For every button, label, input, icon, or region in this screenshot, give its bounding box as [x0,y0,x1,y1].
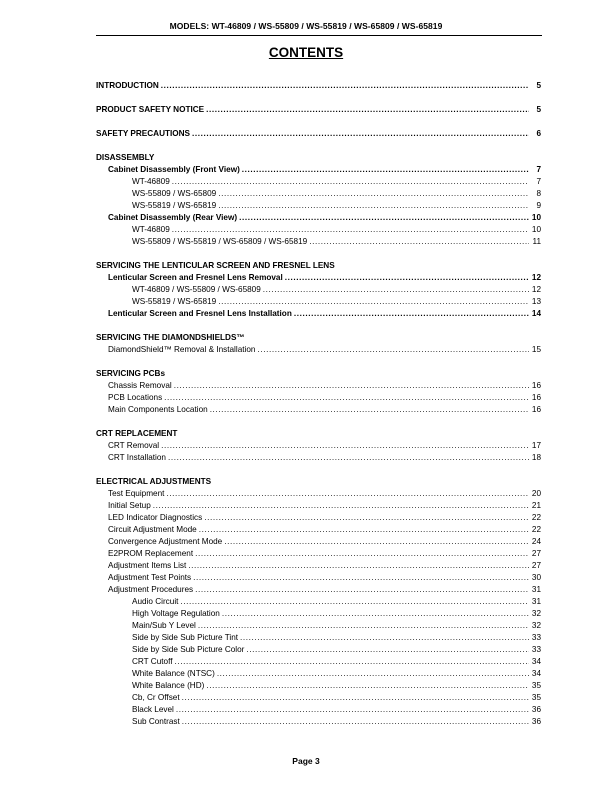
toc-entry[interactable] [96,128,541,140]
dot-leader [218,296,529,308]
toc-entry[interactable] [96,584,541,596]
toc-entry-title: WS-55819 / WS-65819 [132,297,217,306]
toc-entry[interactable] [96,440,541,452]
toc-entry[interactable] [96,500,541,512]
toc-entry-page: 18 [531,453,541,462]
dot-leader [263,284,529,296]
toc-entry[interactable] [96,380,541,392]
toc-entry[interactable] [96,344,541,356]
dot-leader [176,704,529,716]
toc-entry-title: Main/Sub Y Level [132,621,196,630]
dot-leader [195,584,529,596]
toc-entry-page: 10 [531,213,541,222]
toc-entry-title: Chassis Removal [108,381,172,390]
dot-leader [182,716,529,728]
toc-entry[interactable] [96,404,541,416]
toc-entry[interactable] [96,524,541,536]
toc-section [96,428,541,464]
toc-entry-title: CRT Cutoff [132,657,173,666]
toc-entry-title: WS-55809 / WS-55819 / WS-65809 / WS-65819 [132,237,308,246]
toc-entry[interactable] [96,548,541,560]
toc-entry-page: 33 [531,645,541,654]
toc-entry-title: Cabinet Disassembly (Rear View) [108,213,238,222]
dot-leader [204,512,529,524]
dot-leader [217,668,529,680]
toc-entry[interactable] [96,200,541,212]
toc-entry[interactable] [96,668,541,680]
toc-entry[interactable] [96,80,541,92]
toc-entry[interactable] [96,656,541,668]
toc-section-heading: ELECTRICAL ADJUSTMENTS [96,477,212,486]
dot-leader [188,560,529,572]
toc-entry-page: 21 [531,501,541,510]
table-of-contents [96,80,541,740]
toc-entry[interactable] [96,536,541,548]
toc-entry-title: DiamondShield™ Removal & Installation [108,345,256,354]
toc-section-heading: SERVICING THE LENTICULAR SCREEN AND FRESNEL LENS [96,261,335,270]
toc-section [96,476,541,728]
toc-section [96,80,541,92]
toc-entry[interactable] [96,272,541,284]
toc-entry-page: 8 [536,189,541,198]
toc-entry[interactable] [96,596,541,608]
toc-entry-title: Cabinet Disassembly (Front View) [108,165,240,174]
toc-entry-page: 34 [531,657,541,666]
dot-leader [174,380,529,392]
toc-entry[interactable] [96,560,541,572]
toc-entry-page: 10 [531,225,541,234]
toc-entry[interactable] [96,176,541,188]
dot-leader [206,104,529,116]
toc-entry-title: Initial Setup [108,501,151,510]
toc-entry[interactable] [96,296,541,308]
toc-entry[interactable] [96,164,541,176]
dot-leader [257,344,529,356]
dot-leader [224,536,529,548]
toc-entry-page: 36 [531,717,541,726]
toc-entry-page: 30 [531,573,541,582]
toc-entry-page: 34 [531,669,541,678]
toc-entry[interactable] [96,692,541,704]
toc-entry-page: 7 [536,177,541,186]
toc-entry-title: Audio Circuit [132,597,179,606]
toc-section [96,152,541,248]
toc-entry[interactable] [96,620,541,632]
toc-entry-title: Test Equipment [108,489,165,498]
dot-leader [175,656,529,668]
toc-entry-title: Adjustment Test Points [108,573,192,582]
toc-entry[interactable] [96,716,541,728]
toc-section-heading: CRT REPLACEMENT [96,429,178,438]
toc-entry-title: Lenticular Screen and Fresnel Lens Removal [108,273,283,282]
page-number: Page 3 [292,756,320,766]
toc-entry-title: Circuit Adjustment Mode [108,525,197,534]
toc-section-heading: SERVICING PCBs [96,369,166,378]
toc-entry-title: Side by Side Sub Picture Color [132,645,245,654]
toc-entry-title: WT-46809 / WS-55809 / WS-65809 [132,285,261,294]
toc-entry-title: Cb, Cr Offset [132,693,180,702]
toc-entry-page: 27 [531,549,541,558]
toc-entry-page: 32 [531,621,541,630]
dot-leader [309,236,529,248]
toc-entry-title: PCB Locations [108,393,163,402]
toc-entry-page: 22 [531,513,541,522]
toc-entry[interactable] [96,488,541,500]
header-rule [96,35,542,36]
toc-entry-page: 31 [531,585,541,594]
toc-entry[interactable] [96,104,541,116]
toc-entry-title: SAFETY PRECAUTIONS [96,129,191,138]
dot-leader [222,608,529,620]
page-title: CONTENTS [268,45,344,60]
toc-entry[interactable] [96,452,541,464]
toc-entry-page: 24 [531,537,541,546]
dot-leader [182,692,529,704]
toc-entry-page: 15 [531,345,541,354]
toc-entry-title: INTRODUCTION [96,81,159,90]
toc-entry[interactable] [96,236,541,248]
toc-entry-title: WS-55809 / WS-65809 [132,189,217,198]
dot-leader [240,632,529,644]
models-header: MODELS: WT-46809 / WS-55809 / WS-55819 / WS-65809 / WS-65819 [169,21,443,31]
toc-entry[interactable] [96,512,541,524]
toc-entry-title: Black Level [132,705,174,714]
toc-entry-page: 14 [531,309,541,318]
dot-leader [164,392,529,404]
toc-entry-page: 31 [531,597,541,606]
toc-entry-page: 12 [531,285,541,294]
toc-entry-title: LED Indicator Diagnostics [108,513,203,522]
toc-entry[interactable] [96,632,541,644]
toc-entry-page: 9 [536,201,541,210]
toc-entry-title: Adjustment Items List [108,561,187,570]
dot-leader [206,680,529,692]
toc-entry-title: CRT Installation [108,453,166,462]
dot-leader [246,644,529,656]
toc-entry-page: 11 [532,237,541,246]
dot-leader [172,176,529,188]
toc-section [96,368,541,416]
toc-entry-title: Main Components Location [108,405,208,414]
toc-entry-title: E2PROM Replacement [108,549,194,558]
dot-leader [180,596,529,608]
toc-entry[interactable] [96,644,541,656]
toc-entry-page: 32 [531,609,541,618]
dot-leader [198,620,529,632]
dot-leader [172,224,529,236]
toc-entry[interactable] [96,308,541,320]
toc-section [96,128,541,140]
dot-leader [218,200,529,212]
toc-entry-page: 35 [531,681,541,690]
toc-entry-title: WT-46809 [132,225,170,234]
dot-leader [161,440,529,452]
toc-entry-page: 16 [531,393,541,402]
dot-leader [242,164,529,176]
toc-entry-page: 6 [536,129,541,138]
toc-entry-title: High Voltage Regulation [132,609,220,618]
toc-entry-page: 16 [531,381,541,390]
toc-entry-page: 5 [536,105,541,114]
dot-leader [192,128,529,140]
toc-entry-title: PRODUCT SAFETY NOTICE [96,105,205,114]
toc-entry[interactable] [96,704,541,716]
dot-leader [239,212,529,224]
toc-entry-page: 16 [531,405,541,414]
toc-entry-page: 35 [531,693,541,702]
toc-entry-page: 5 [536,81,541,90]
toc-section [96,332,541,356]
toc-entry-page: 33 [531,633,541,642]
toc-entry[interactable] [96,680,541,692]
toc-entry-title: WS-55819 / WS-65819 [132,201,217,210]
toc-entry-page: 13 [531,297,541,306]
dot-leader [285,272,529,284]
dot-leader [218,188,529,200]
toc-entry-title: Convergence Adjustment Mode [108,537,223,546]
toc-entry-title: Sub Contrast [132,717,180,726]
toc-section [96,260,541,320]
toc-entry-title: White Balance (HD) [132,681,205,690]
toc-entry[interactable] [96,572,541,584]
toc-entry[interactable] [96,284,541,296]
dot-leader [210,404,529,416]
toc-entry[interactable] [96,224,541,236]
dot-leader [199,524,529,536]
toc-entry-page: 27 [531,561,541,570]
toc-entry[interactable] [96,188,541,200]
toc-entry-page: 22 [531,525,541,534]
dot-leader [166,488,529,500]
toc-entry-page: 12 [531,273,541,282]
toc-section-heading: SERVICING THE DIAMONDSHIELDS™ [96,333,245,342]
toc-entry[interactable] [96,392,541,404]
toc-entry-page: 20 [531,489,541,498]
dot-leader [153,500,529,512]
toc-entry-page: 36 [531,705,541,714]
dot-leader [195,548,529,560]
dot-leader [161,80,529,92]
toc-entry-title: CRT Removal [108,441,160,450]
toc-section-heading: DISASSEMBLY [96,153,155,162]
toc-entry-title: Side by Side Sub Picture Tint [132,633,239,642]
toc-entry-page: 17 [531,441,541,450]
toc-entry[interactable] [96,608,541,620]
toc-section [96,104,541,116]
toc-entry-title: Lenticular Screen and Fresnel Lens Installation [108,309,292,318]
toc-entry-title: Adjustment Procedures [108,585,194,594]
toc-entry[interactable] [96,212,541,224]
dot-leader [294,308,529,320]
toc-entry-page: 7 [536,165,541,174]
dot-leader [193,572,529,584]
dot-leader [168,452,529,464]
toc-entry-title: WT-46809 [132,177,170,186]
toc-entry-title: White Balance (NTSC) [132,669,215,678]
